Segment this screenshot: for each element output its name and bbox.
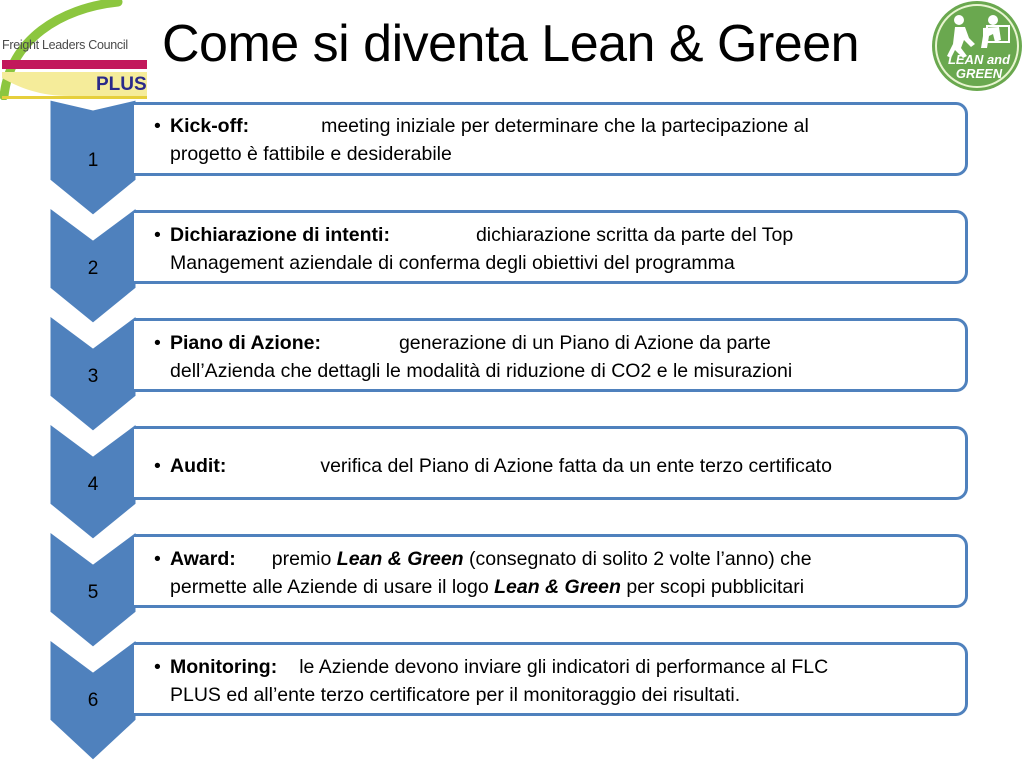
step-desc-line1: meeting iniziale per determinare che la partecipazione al [321,115,809,137]
step-text-audit: • Audit: verifica del Piano di Azione fatta da un ente terzo certificato [154,455,832,477]
step-label: Piano di Azione: [170,332,321,354]
step-desc-line1: dichiarazione scritta da parte del Top [475,224,794,246]
step-label: Monitoring: [170,656,278,678]
step-number: 3 [87,366,99,387]
step-text-dichiarazione: • Dichiarazione di intenti: dichiarazione scritta da parte del Top Management aziendale di conferma degli obiettivi del programma [154,224,794,274]
step-desc-line2: progetto è fattibile e desiderabile [170,143,452,165]
step-desc-line2: dell’Azienda che dettagli le modalità di riduzione di CO2 e le misurazioni [170,360,793,382]
step-desc-emphasis: Lean & Green [494,576,621,598]
step-desc-line2: PLUS ed all’ente terzo certificatore per il monitoraggio dei risultati. [170,684,741,706]
step-desc-line1: generazione di un Piano di Azione da parte [398,332,771,354]
page-title: Come si diventa Lean & Green [162,15,860,73]
step-number: 1 [87,150,99,171]
step-label: Dichiarazione di intenti: [170,224,390,246]
step-text-kickoff: • Kick-off: meeting iniziale per determinare che la partecipazione al progetto è fattibile e desiderabile [154,115,809,165]
step-number: 2 [87,258,99,279]
step-text-award: • Award: premio Lean & Green (consegnato di solito 2 volte l’anno) che permette alle Aziende di usare il logo Lean & Green per scopi pubblicitari [154,548,812,598]
step-desc-emphasis: Lean & Green [336,548,464,570]
step-desc-line1: le Aziende devono inviare gli indicatori di performance al FLC [299,656,829,678]
step-text-piano: • Piano di Azione: generazione di un Piano di Azione da parte dell’Azienda che dettagli le modalità di riduzione di CO2 e le misurazioni [154,332,793,382]
lean-green-line1: LEAN and [947,52,1011,67]
flc-plus-label: PLUS [96,74,147,95]
step-label: Award: [170,548,236,570]
step-number: 6 [87,690,99,711]
step-desc-line2: Management aziendale di conferma degli obiettivi del programma [170,252,735,274]
lean-green-line2: GREEN [955,66,1003,81]
step-number: 5 [87,582,99,603]
step-text-monitoring: • Monitoring: le Aziende devono inviare gli indicatori di performance al FLC PLUS ed all’ente terzo certificatore per il monitoraggio dei risultati. [154,656,829,706]
flc-name: Freight Leaders Council [2,38,128,52]
step-label: Audit: [170,455,227,477]
step-desc-line1: verifica del Piano di Azione fatta da un ente terzo certificato [320,455,832,477]
step-label: Kick-off: [170,115,250,137]
step-desc-part: permette alle Aziende di usare il logo [170,576,489,598]
step-desc-part: per scopi pubblicitari [626,576,805,598]
lean-green-logo [931,0,1024,93]
step-number: 4 [87,474,99,495]
step-desc-part: premio [271,548,332,570]
step-desc-part: (consegnato di solito 2 volte l’anno) che [469,548,812,570]
